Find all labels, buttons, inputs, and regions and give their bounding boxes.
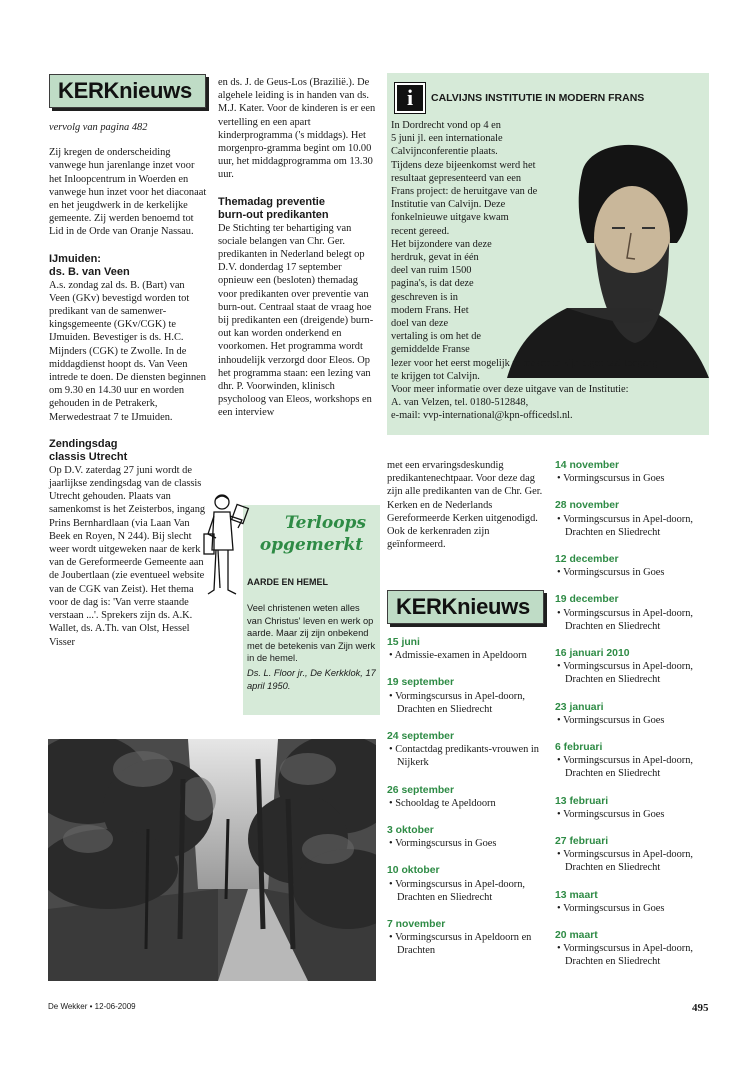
agenda-item: 23 januari • Vormingscursus in Goes: [555, 701, 665, 726]
agenda-item: 13 maart • Vormingscursus in Goes: [555, 889, 665, 914]
agenda-item: 20 maart • Vormingscursus in Apel-doorn, Drachten en Sliedrecht: [555, 930, 694, 968]
info-icon: i: [395, 83, 425, 113]
terloops-subtitle: AARDE EN HEMEL: [247, 577, 329, 587]
agenda-item: 27 februari • Vormingscursus in Apel-doorn, Drachten en Sliedrecht: [555, 836, 694, 874]
agenda-item: 28 november • Vormingscursus in Apel-doorn, Drachten en Sliedrecht: [555, 500, 694, 538]
agenda-item: 6 februari • Vormingscursus in Apel-doorn, Drachten en Sliedrecht: [555, 742, 694, 780]
terloops-box: [243, 505, 380, 715]
themadag-paragraph: De Stichting ter behartiging van sociale belangen van Chr. Ger. predikanten in Nederland belegt op D.V. donderdag 17 september opnieuw een (besloten) themadag voor predikanten over preventie van burn-out. Centraal staat de vraag hoe bij predikanten een (dreigende) burn-out kan worden onderkend en voorkomen. Het programma wordt inhoudelijk verzorgd door Eleos. Op het programma staan: een lezing van dhr. P. Voorwinden, klinisch psycholoog van Eleos, workshops en een interview: [218, 222, 374, 419]
kerknieuws-header-left: KERKnieuws: [49, 74, 206, 108]
agenda-item: 10 oktober • Vormingscursus in Apel-doorn, Drachten en Sliedrecht: [387, 865, 526, 903]
zendingsdag-continued: en ds. J. de Geus-Los (Brazilië.). De algehele leiding is in handen van ds. M.J. Kater. Voor de kinderen is er een vertelling en een apart kinderprogramma ('s middags). Het morgenpro-gramma begint om 10.00 uur, het middagprogramma om 13.30 uur.: [218, 77, 376, 181]
ijmuiden-paragraph: A.s. zondag zal ds. B. (Bart) van Veen (GKv) bevestigd worden tot predikant van de samenwer-kingsgemeente (GKv/CGK) te IJmuiden. Bevestiger is ds. H.C. Mijnders (CGK) te Zwolle. In de middagdienst hoopt ds. Van Veen intrede te doen. De diensten beginnen om 9.30 en 14.30 uur en worden gehouden in de Petrakerk, Merwedestraat 7 te IJmuiden.: [49, 279, 206, 423]
agenda-item: 3 oktober • Vormingscursus in Goes: [387, 825, 497, 850]
agenda-item: 19 december • Vormingscursus in Apel-doorn, Drachten en Sliedrecht: [555, 594, 694, 632]
agenda-item: 24 september • Contactdag predikants-vrouwen in Nijkerk: [387, 731, 539, 769]
themadag-heading: Themadag preventie burn-out predikanten: [218, 195, 329, 221]
calvijn-title: CALVIJNS INSTITUTIE IN MODERN FRANS: [431, 92, 645, 104]
terloops-title-2: opgemerkt: [259, 535, 364, 555]
agenda-item: 13 februari • Vormingscursus in Goes: [555, 795, 665, 820]
agenda-item: 16 januari 2010 • Vormingscursus in Apel-doorn, Drachten en Sliedrecht: [555, 648, 694, 686]
left-column: [49, 121, 207, 659]
kerknieuws-header-agenda: KERKnieuws: [387, 590, 544, 624]
themadag-continued: met een ervaringsdeskundig predikantenechtpaar. Voor deze dag zijn alle predikanten van de Chr. Ger. Kerken en de Nederlands Gereformeerde Kerken uitgenodigd. Ook de kerkenraden zijn geïnformeerd.: [387, 460, 543, 551]
reading-man-illustration: [198, 490, 258, 602]
intro-paragraph: Zij kregen de onderscheiding vanwege hun jarenlange inzet voor het Inloopcentrum in Woerden en vanwege hun inzet voor het diaconaat en het jeugdwerk in de kerkelijke gemeente. Zij werden benoemd tot Lid in de Orde van Oranje Nassau.: [49, 147, 207, 238]
forest-path-photo: [48, 739, 376, 981]
agenda-col-1: [387, 636, 547, 972]
page-number: 495: [692, 1002, 709, 1014]
continued-note: vervolg van pagina 482: [49, 122, 148, 133]
agenda-item: 19 september • Vormingscursus in Apel-doorn, Drachten en Sliedrecht: [387, 677, 526, 715]
terloops-text: Veel christenen weten alles van Christus' leven en werk op aarde. Maar zij zijn onbekend met de betekenis van Zijn werk in de hemel.: [247, 603, 376, 664]
ijmuiden-heading: IJmuiden: ds. B. van Veen: [49, 252, 130, 278]
terloops-source: Ds. L. Floor jr., De Kerkklok, 17 april 1950.: [247, 668, 376, 691]
terloops-title-1: Terloops: [284, 513, 367, 533]
footer-publication: De Wekker • 12-06-2009: [48, 1002, 136, 1011]
zendingsdag-paragraph: Op D.V. zaterdag 27 juni wordt de jaarlijkse zendingsdag van de classis Utrecht gehouden. Plaats van samenkomst is het Zeisterbos, ingang Prins Bernhardlaan (via Laan Van Beek en Royen, N 244). Bij slecht weer wordt uitgeweken naar de kerk van de Gereformeerde Gemeente aan de Joubertlaan (zie eventueel website van de CGK van Zeist). Het thema voor de dag is: 'Van verre staande verstaan ...'. Sprekers zijn ds. A.K. Wallet, ds. A.Th. van Olst, Hessel Visser: [49, 464, 206, 648]
agenda-col-2: [555, 459, 715, 983]
calvijn-box: [387, 73, 709, 435]
agenda-item: 7 november • Vormingscursus in Apeldoorn en Drachten: [387, 919, 532, 957]
agenda-item: 26 september • Schooldag te Apeldoorn: [387, 784, 496, 809]
middle-column: [218, 76, 376, 430]
agenda-item: 12 december • Vormingscursus in Goes: [555, 554, 665, 579]
calvijn-text: In Dordrecht vond op 4 en 5 juni jl. een internationale Calvijnconferentie plaats. Tijdens deze bijeenkomst werd het resultaat gepresenteerd van een Frans project: de heruitgave van de Institutie van Calvijn. Deze fonkelnieuwe uitgave kwam recent gereed. Het bijzondere van deze herdruk, gevat in één deel van ruim 1500 pagina's, is dat deze geschreven is in modern Frans. Het doel van deze vertaling is om het de gemiddelde Franse lezer voor het eerst mogelijk te maken in zijn eigen taal toegang te krijgen tot Calvijn. Voor meer informatie over deze uitgave van de Institutie: A. van Velzen, tel. 0180-512848, e-mail: vvp-international@kpn-officedsl.nl.: [391, 120, 658, 422]
zendingsdag-heading: Zendingsdag classis Utrecht: [49, 437, 128, 463]
agenda-item: 15 juni • Admissie-examen in Apeldoorn: [387, 637, 527, 662]
agenda-item: 14 november • Vormingscursus in Goes: [555, 460, 665, 485]
